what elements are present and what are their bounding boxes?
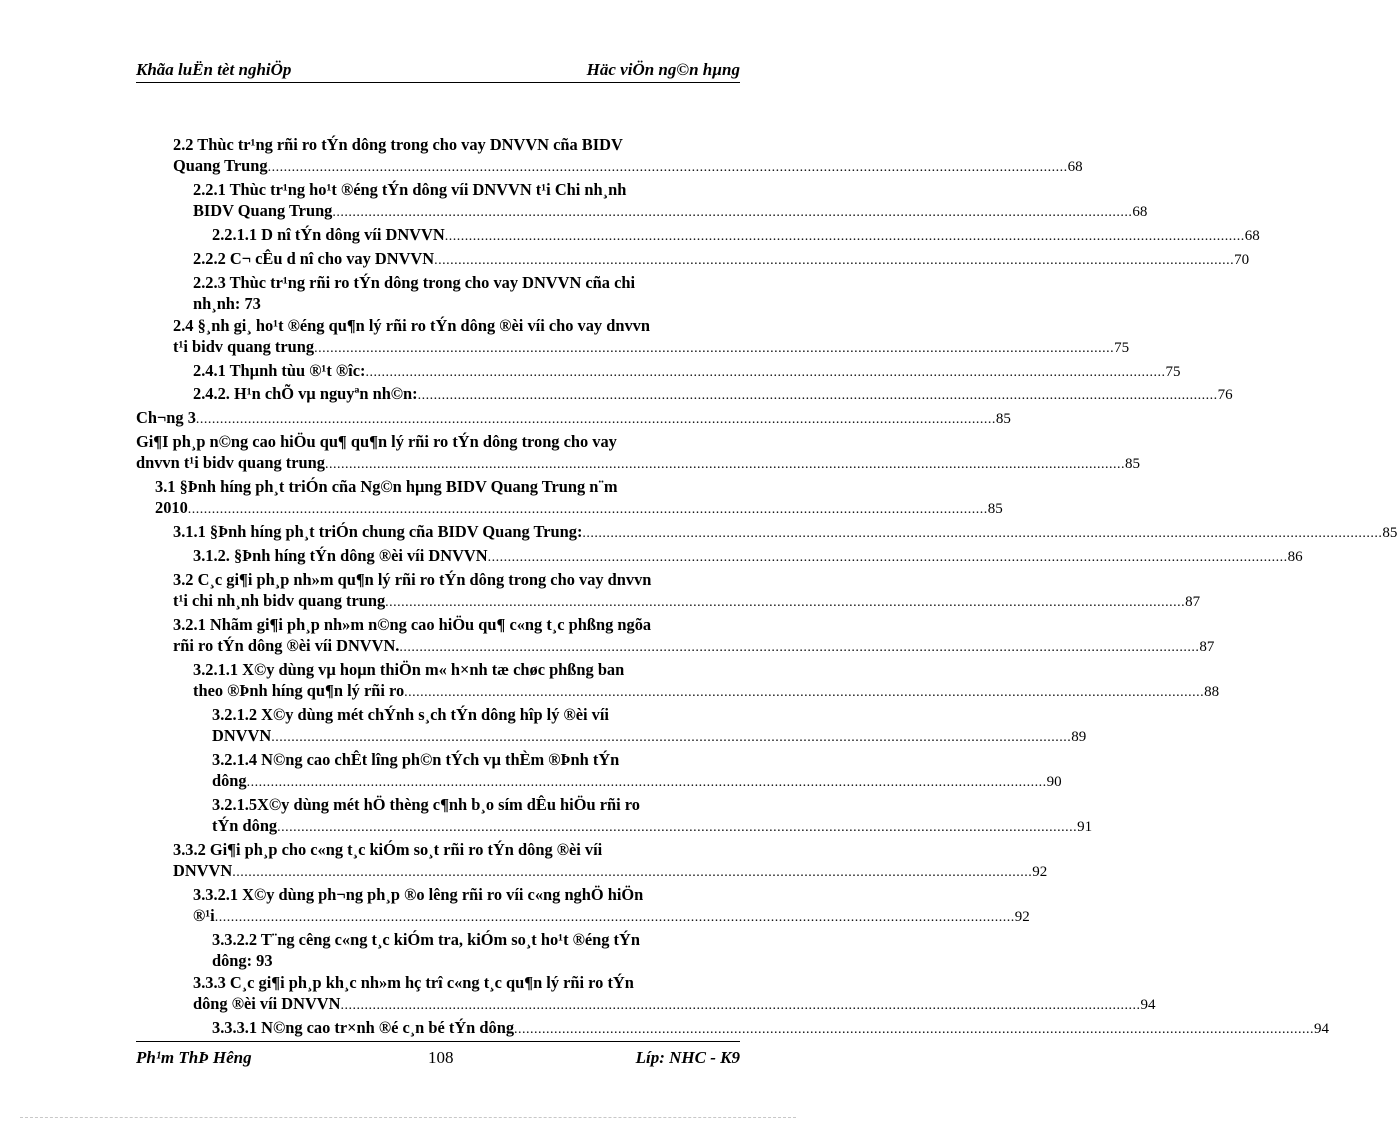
dot-leader: ........................................................................................................................................................................................................ xyxy=(195,412,996,428)
toc-entry-title: theo ®Þnh híng qu¶n lý rñi ro xyxy=(193,680,405,700)
page-number: 108 xyxy=(428,1048,454,1067)
toc-entry-title: dông xyxy=(212,770,247,790)
dot-leader: ........................................................................................................................................................................................................ xyxy=(271,729,1072,745)
dot-leader: ........................................................................................................................................................................................................ xyxy=(277,819,1078,835)
toc-entry-title-line: 2.2 Thùc tr¹ng rñi ro tÝn dông trong cho vay DNVVN cña BIDV xyxy=(173,135,623,154)
toc-entry-page: 86 xyxy=(1287,548,1303,565)
toc-entry-leader-line xyxy=(173,521,1397,544)
toc-entry-title: nh¸nh: 73 xyxy=(193,293,261,313)
dot-leader: ........................................................................................................................................................................................................ xyxy=(404,684,1205,700)
toc-entry[interactable] xyxy=(173,134,1083,178)
toc-entry-leader-line xyxy=(136,407,1011,430)
dot-leader: ........................................................................................................................................................................................................ xyxy=(417,388,1218,404)
toc-entry-title: Ch¬ng 3 xyxy=(136,408,196,428)
toc-entry[interactable] xyxy=(193,272,737,314)
toc-entry[interactable] xyxy=(173,614,1215,658)
running-header xyxy=(136,58,740,83)
toc-entry-title: dông: 93 xyxy=(212,950,273,970)
toc-entry-page: 85 xyxy=(1382,524,1397,541)
toc-entry-leader-line xyxy=(173,860,1048,883)
toc-entry-title: 2.2.1.1 D nî tÝn dông víi DNVVN xyxy=(212,225,445,244)
toc-entry-title: 2.2.2 C¬ cÊu d nî cho vay DNVVN xyxy=(193,248,435,268)
toc-entry-page: 94 xyxy=(1140,996,1156,1013)
dot-leader: ........................................................................................................................................................................................................ xyxy=(444,229,1245,244)
toc-entry[interactable] xyxy=(193,383,1233,406)
toc-entry-leader-line xyxy=(193,680,1220,703)
toc-entry-leader-line xyxy=(212,1017,1330,1040)
dot-leader: ........................................................................................................................................................................................................ xyxy=(399,639,1200,655)
toc-entry[interactable] xyxy=(136,431,1140,475)
dot-leader: ........................................................................................................................................................................................................ xyxy=(332,205,1133,221)
toc-entry-page: 90 xyxy=(1046,773,1062,790)
toc-entry-title: 3.3.3.1 N©ng cao tr×nh ®é c¸n bé tÝn dông xyxy=(212,1017,515,1037)
toc-entry[interactable] xyxy=(193,659,1220,703)
toc-entry-page: 89 xyxy=(1071,728,1087,745)
page-edge-divider xyxy=(20,1117,796,1118)
toc-entry-title: DNVVN xyxy=(212,725,272,745)
toc-entry-leader-line xyxy=(212,224,1260,247)
dot-leader: ........................................................................................................................................................................................................ xyxy=(232,864,1033,880)
dot-leader: ........................................................................................................................................................................................................ xyxy=(385,594,1186,610)
toc-entry-title: Quang Trung xyxy=(173,156,268,176)
toc-entry-title-line: 3.1 §Þnh híng ph¸t triÓn cña Ng©n hµng BIDV Quang Trung n¨m xyxy=(155,476,618,496)
toc-entry-page: 92 xyxy=(1014,908,1030,925)
toc-entry-title-line: 3.3.2.2 T¨ng cêng c«ng t¸c kiÓm tra, kiÓm so¸t ho¹t ®éng tÝn xyxy=(212,929,640,949)
dot-leader: ........................................................................................................................................................................................................ xyxy=(514,1021,1315,1037)
toc-entry[interactable] xyxy=(173,839,1048,883)
toc-entry-page: 87 xyxy=(1199,638,1215,655)
dot-leader: ........................................................................................................................................................................................................ xyxy=(582,525,1383,541)
dot-leader: ........................................................................................................................................................................................................ xyxy=(187,502,988,518)
toc-entry-title-line: 3.3.2 Gi¶i ph¸p cho c«ng t¸c kiÓm so¸t rñi ro tÝn dông ®èi víi xyxy=(173,839,603,859)
toc-entry-page: 75 xyxy=(1114,339,1130,356)
toc-entry-title-line: 3.2 C¸c gi¶i ph¸p nh»m qu¶n lý rñi ro tÝn dông trong cho vay dnvvn xyxy=(173,569,652,589)
footer-class: Líp: NHC - K9 xyxy=(635,1048,740,1067)
toc-entry[interactable] xyxy=(193,248,1250,271)
toc-entry[interactable] xyxy=(212,704,1087,748)
toc-entry-leader-line xyxy=(173,590,1201,613)
toc-entry[interactable] xyxy=(193,179,1148,223)
toc-entry-title-line: 2.2.1 Thùc tr¹ng ho¹t ®éng tÝn dông víi DNVVN t¹i Chi nh¸nh xyxy=(193,180,627,199)
toc-entry[interactable] xyxy=(155,476,1003,520)
toc-entry-page: 85 xyxy=(1124,456,1140,473)
toc-entry-title-line: 3.2.1.1 X©y dùng vµ hoµn thiÖn m« h×nh tæ chøc phßng ban xyxy=(193,659,625,679)
toc-entry-leader-line xyxy=(193,545,1303,568)
toc-entry-title: 2.4.1 Thµnh tùu ®¹t ®îc: xyxy=(193,360,366,380)
toc-entry-leader-line xyxy=(193,905,1030,928)
toc-entry-leader-line xyxy=(173,155,1083,178)
toc-entry-title: dông ®èi víi DNVVN xyxy=(193,993,341,1013)
dot-leader: ........................................................................................................................................................................................................ xyxy=(340,997,1141,1013)
toc-entry-leader-line xyxy=(212,725,1087,748)
toc-entry-title-line: 3.3.2.1 X©y dùng ph¬ng ph¸p ®o lêng rñi ro víi c«ng nghÖ hiÖn xyxy=(193,884,644,904)
toc-entry-title: tÝn dông xyxy=(212,815,278,835)
toc-entry-title: ®¹i xyxy=(193,905,215,925)
toc-entry-page: 88 xyxy=(1204,683,1220,700)
toc-entry-leader-line xyxy=(212,815,1093,838)
toc-entry-page: 68 xyxy=(1244,228,1260,244)
toc-entry-title: t¹i bidv quang trung xyxy=(173,336,315,356)
toc-entry[interactable] xyxy=(212,929,737,971)
toc-entry[interactable] xyxy=(136,407,1011,430)
dot-leader: ........................................................................................................................................................................................................ xyxy=(365,364,1166,380)
toc-entry-page: 70 xyxy=(1234,251,1250,268)
toc-entry[interactable] xyxy=(193,360,1181,383)
toc-entry-leader-line xyxy=(193,993,1156,1016)
toc-entry-page: 68 xyxy=(1067,159,1083,176)
toc-entry[interactable] xyxy=(212,1017,1330,1040)
toc-entry-page: 87 xyxy=(1185,593,1201,610)
toc-entry[interactable] xyxy=(173,521,1397,544)
dot-leader: ........................................................................................................................................................................................................ xyxy=(487,549,1288,565)
toc-entry-title: 3.1.1 §Þnh híng ph¸t triÓn chung cña BIDV Quang Trung: xyxy=(173,521,583,541)
running-footer xyxy=(136,1041,740,1070)
toc-entry-leader-line xyxy=(212,950,737,971)
toc-entry-page: 85 xyxy=(987,501,1003,518)
toc-entry-leader-line xyxy=(155,497,1003,520)
toc-entry[interactable] xyxy=(193,884,1030,928)
toc-entry-title-line: 3.2.1 Nhãm gi¶i ph¸p nh»m n©ng cao hiÖu qu¶ c«ng t¸c phßng ngõa xyxy=(173,614,652,634)
toc-entry-title: BIDV Quang Trung xyxy=(193,201,333,221)
toc-entry[interactable] xyxy=(193,545,1303,568)
toc-entry-page: 92 xyxy=(1032,863,1048,880)
toc-entry-title-line: 3.2.1.4 N©ng cao chÊt lîng ph©n tÝch vµ thÈm ®Þnh tÝn xyxy=(212,749,620,769)
toc-entry-leader-line xyxy=(193,200,1148,223)
toc-entry-title: dnvvn t¹i bidv quang trung xyxy=(136,453,325,473)
toc-entry-page: 91 xyxy=(1077,818,1093,835)
header-right-title: Häc viÖn ng©n hµng xyxy=(586,60,740,79)
toc-entry-title: DNVVN xyxy=(173,860,233,880)
toc-entry-title-line: 3.2.1.5X©y dùng mét hÖ thèng c¶nh b¸o sím dÊu hiÖu rñi ro xyxy=(212,794,640,814)
toc-entry-leader-line xyxy=(193,293,737,314)
toc-entry-leader-line xyxy=(173,336,1130,359)
toc-entry-page: 76 xyxy=(1217,387,1233,404)
toc-entry[interactable] xyxy=(212,794,1093,838)
toc-entry-page: 85 xyxy=(995,411,1011,428)
toc-entry-title: 2010 xyxy=(155,498,188,518)
toc-entry-leader-line xyxy=(136,452,1140,475)
header-left-title: Khãa luËn tèt nghiÖp xyxy=(136,60,292,79)
toc-entry-page: 75 xyxy=(1165,363,1181,380)
toc-entry-leader-line xyxy=(193,383,1233,406)
dot-leader: ........................................................................................................................................................................................................ xyxy=(434,252,1235,268)
dot-leader: ........................................................................................................................................................................................................ xyxy=(267,160,1068,176)
toc-entry[interactable] xyxy=(212,749,1062,793)
footer-author: Ph¹m ThÞ Hêng xyxy=(136,1048,252,1067)
toc-entry-title-line: Gi¶I ph¸p n©ng cao hiÖu qu¶ qu¶n lý rñi ro tÝn dông trong cho vay xyxy=(136,431,617,451)
toc-entry-title: 3.1.2. §Þnh híng tÝn dông ®èi víi DNVVN xyxy=(193,545,488,565)
toc-entry-title: rñi ro tÝn dông ®èi víi DNVVN. xyxy=(173,635,400,655)
toc-entry[interactable] xyxy=(173,315,1130,359)
toc-entry-leader-line xyxy=(193,360,1181,383)
toc-entry-leader-line xyxy=(173,635,1215,658)
dot-leader: ........................................................................................................................................................................................................ xyxy=(246,774,1047,790)
dot-leader: ........................................................................................................................................................................................................ xyxy=(314,340,1115,356)
dot-leader: ........................................................................................................................................................................................................ xyxy=(214,909,1015,925)
toc-entry-title-line: 3.3.3 C¸c gi¶i ph¸p kh¸c nh»m hç trî c«ng t¸c qu¶n lý rñi ro tÝn xyxy=(193,972,634,992)
table-of-contents xyxy=(0,134,1397,1040)
toc-entry-title: t¹i chi nh¸nh bidv quang trung xyxy=(173,590,386,610)
toc-entry-page: 94 xyxy=(1314,1020,1330,1037)
toc-entry-title-line: 2.4 §¸nh gi¸ ho¹t ®éng qu¶n lý rñi ro tÝn dông ®èi víi cho vay dnvvn xyxy=(173,315,650,335)
toc-entry[interactable] xyxy=(173,569,1201,613)
dot-leader: ........................................................................................................................................................................................................ xyxy=(324,457,1125,473)
toc-entry-title: 2.4.2. H¹n chÕ vµ nguyªn nh©n: xyxy=(193,384,418,404)
toc-entry[interactable] xyxy=(193,972,1156,1016)
toc-entry-title-line: 3.2.1.2 X©y dùng mét chÝnh s¸ch tÝn dông hîp lý ®èi víi xyxy=(212,704,609,724)
toc-entry-leader-line xyxy=(193,248,1250,271)
toc-entry-title-line: 2.2.3 Thùc tr¹ng rñi ro tÝn dông trong cho vay DNVVN cña chi xyxy=(193,272,636,292)
toc-entry-leader-line xyxy=(212,770,1062,793)
toc-entry[interactable] xyxy=(212,224,1260,247)
toc-entry-page: 68 xyxy=(1132,204,1148,221)
